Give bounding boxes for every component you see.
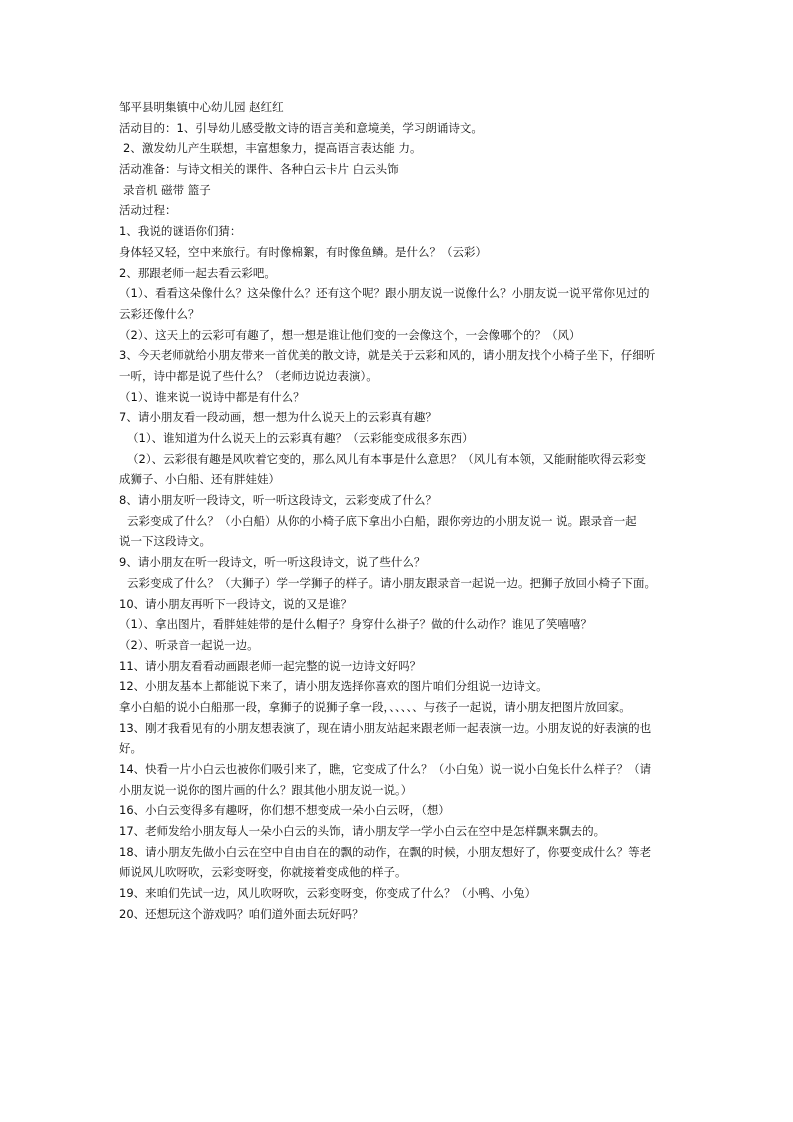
process-line: 3、今天老师就给小朋友带来一首优美的散文诗，就是关于云彩和风的，请小朋友找个小椅子坐下，仔细听: [119, 348, 656, 363]
process-heading: 活动过程：: [119, 203, 177, 218]
process-line: 云彩变成了什么？（大狮子）学一学狮子的样子。请小朋友跟录音一起说一边。把狮子放回小椅子下面。: [127, 575, 656, 590]
process-line: （1）、拿出图片，看胖娃娃带的是什么帽子？身穿什么褂子？做的什么动作？谁见了笑嘻嘻？: [119, 617, 593, 632]
process-line: （1）、谁来说一说诗中都是有什么？: [119, 389, 305, 404]
process-line: 14、快看一片小白云也被你们吸引来了，瞧，它变成了什么？（小白兔）说一说小白兔长什么样子？（请: [119, 762, 652, 776]
objective-line: 活动目的：1、引导幼儿感受散文诗的语言美和意境美，学习朗诵诗文。: [119, 120, 483, 135]
process-line: 师说风儿吹呀吹，云彩变呀变，你就接着变成他的样子。: [119, 865, 407, 880]
process-line: （1）、谁知道为什么说天上的云彩真有趣？（云彩能变成很多东西）: [127, 431, 474, 445]
objective-line: 2、激发幼儿产生联想，丰富想象力，提高语言表达能 力。: [123, 141, 422, 156]
author-line: 邹平县明集镇中心幼儿园 赵红红: [119, 100, 284, 114]
process-line: （2）、这天上的云彩可有趣了，想一想是谁让他们变的一会像这个，一会像哪个的？（风）: [119, 327, 581, 342]
process-line: 7、请小朋友看一段动画，想一想为什么说天上的云彩真有趣？: [119, 410, 437, 425]
process-line: 18、请小朋友先做小白云在空中自由自在的飘的动作，在飘的时候，小朋友想好了，你要变成什么？等老: [119, 844, 652, 859]
preparation-line: 活动准备：与诗文相关的课件、各种白云卡片 白云头饰: [119, 162, 399, 177]
process-line: 12、小朋友基本上都能说下来了，请小朋友选择你喜欢的图片咱们分组说一边诗文。: [119, 679, 548, 694]
process-line: 2、那跟老师一起去看云彩吧。: [119, 265, 276, 280]
process-line: 13、刚才我看见有的小朋友想表演了，现在请小朋友站起来跟老师一起表演一边。小朋友说的好表演的也: [119, 720, 652, 735]
process-line: 一听，诗中都是说了些什么？（老师边说边表演）。: [119, 368, 378, 383]
process-line: 9、请小朋友在听一段诗文，听一听这段诗文，说了些什么？: [119, 555, 426, 570]
process-line: （2）、云彩很有趣是风吹着它变的，那么风儿有本事是什么意思？（风儿有本领，又能耐能吹得云彩变: [127, 451, 647, 466]
process-line: 成狮子、小白船、还有胖娃娃）: [119, 472, 280, 487]
process-line: 16、小白云变得多有趣呀，你们想不想变成一朵小白云呀，（想）: [119, 803, 450, 818]
process-line: 身体轻又轻，空中来旅行。有时像棉絮，有时像鱼鳞。是什么？（云彩）: [119, 244, 487, 259]
process-line: 说一下这段诗文。: [119, 534, 211, 549]
lesson-plan-text: [119, 97, 679, 925]
process-line: 11、请小朋友看看动画跟老师一起完整的说一边诗文好吗？: [119, 658, 422, 673]
process-line: （2）、听录音一起说一边。: [119, 637, 259, 652]
process-line: 19、来咱们先试一边，风儿吹呀吹，云彩变呀变，你变成了什么？（小鸭、小兔）: [119, 886, 537, 901]
process-line: 好。: [119, 741, 142, 756]
process-line: 17、老师发给小朋友每人一朵小白云的头饰，请小朋友学一学小白云在空中是怎样飘来飘去的。: [119, 824, 606, 839]
preparation-line: 录音机 磁带 篮子: [123, 182, 211, 197]
process-line: 10、请小朋友再听下一段诗文，说的又是谁？: [119, 596, 353, 611]
process-line: 拿小白船的说小白船那一段，拿狮子的说狮子拿一段，、、、、、与孩子一起说，请小朋友把图片放回家。: [119, 699, 631, 714]
process-line: 云彩还像什么？: [119, 306, 200, 321]
process-line: 云彩变成了什么？（小白船）从你的小椅子底下拿出小白船，跟你旁边的小朋友说一 说。跟录音一起: [127, 513, 637, 528]
process-line: 20、还想玩这个游戏吗？咱们道外面去玩好吗？: [119, 906, 364, 921]
process-line: 小朋友说一说你的图片画的什么？跟其他小朋友说一说。）: [119, 782, 413, 797]
process-line: 1、我说的谜语你们猜：: [119, 224, 242, 239]
process-line: （1）、看看这朵像什么？这朵像什么？还有这个呢？跟小朋友说一说像什么？小朋友说一说平常你见过的: [119, 286, 650, 301]
process-line: 8、请小朋友听一段诗文，听一听这段诗文，云彩变成了什么？: [119, 493, 437, 508]
